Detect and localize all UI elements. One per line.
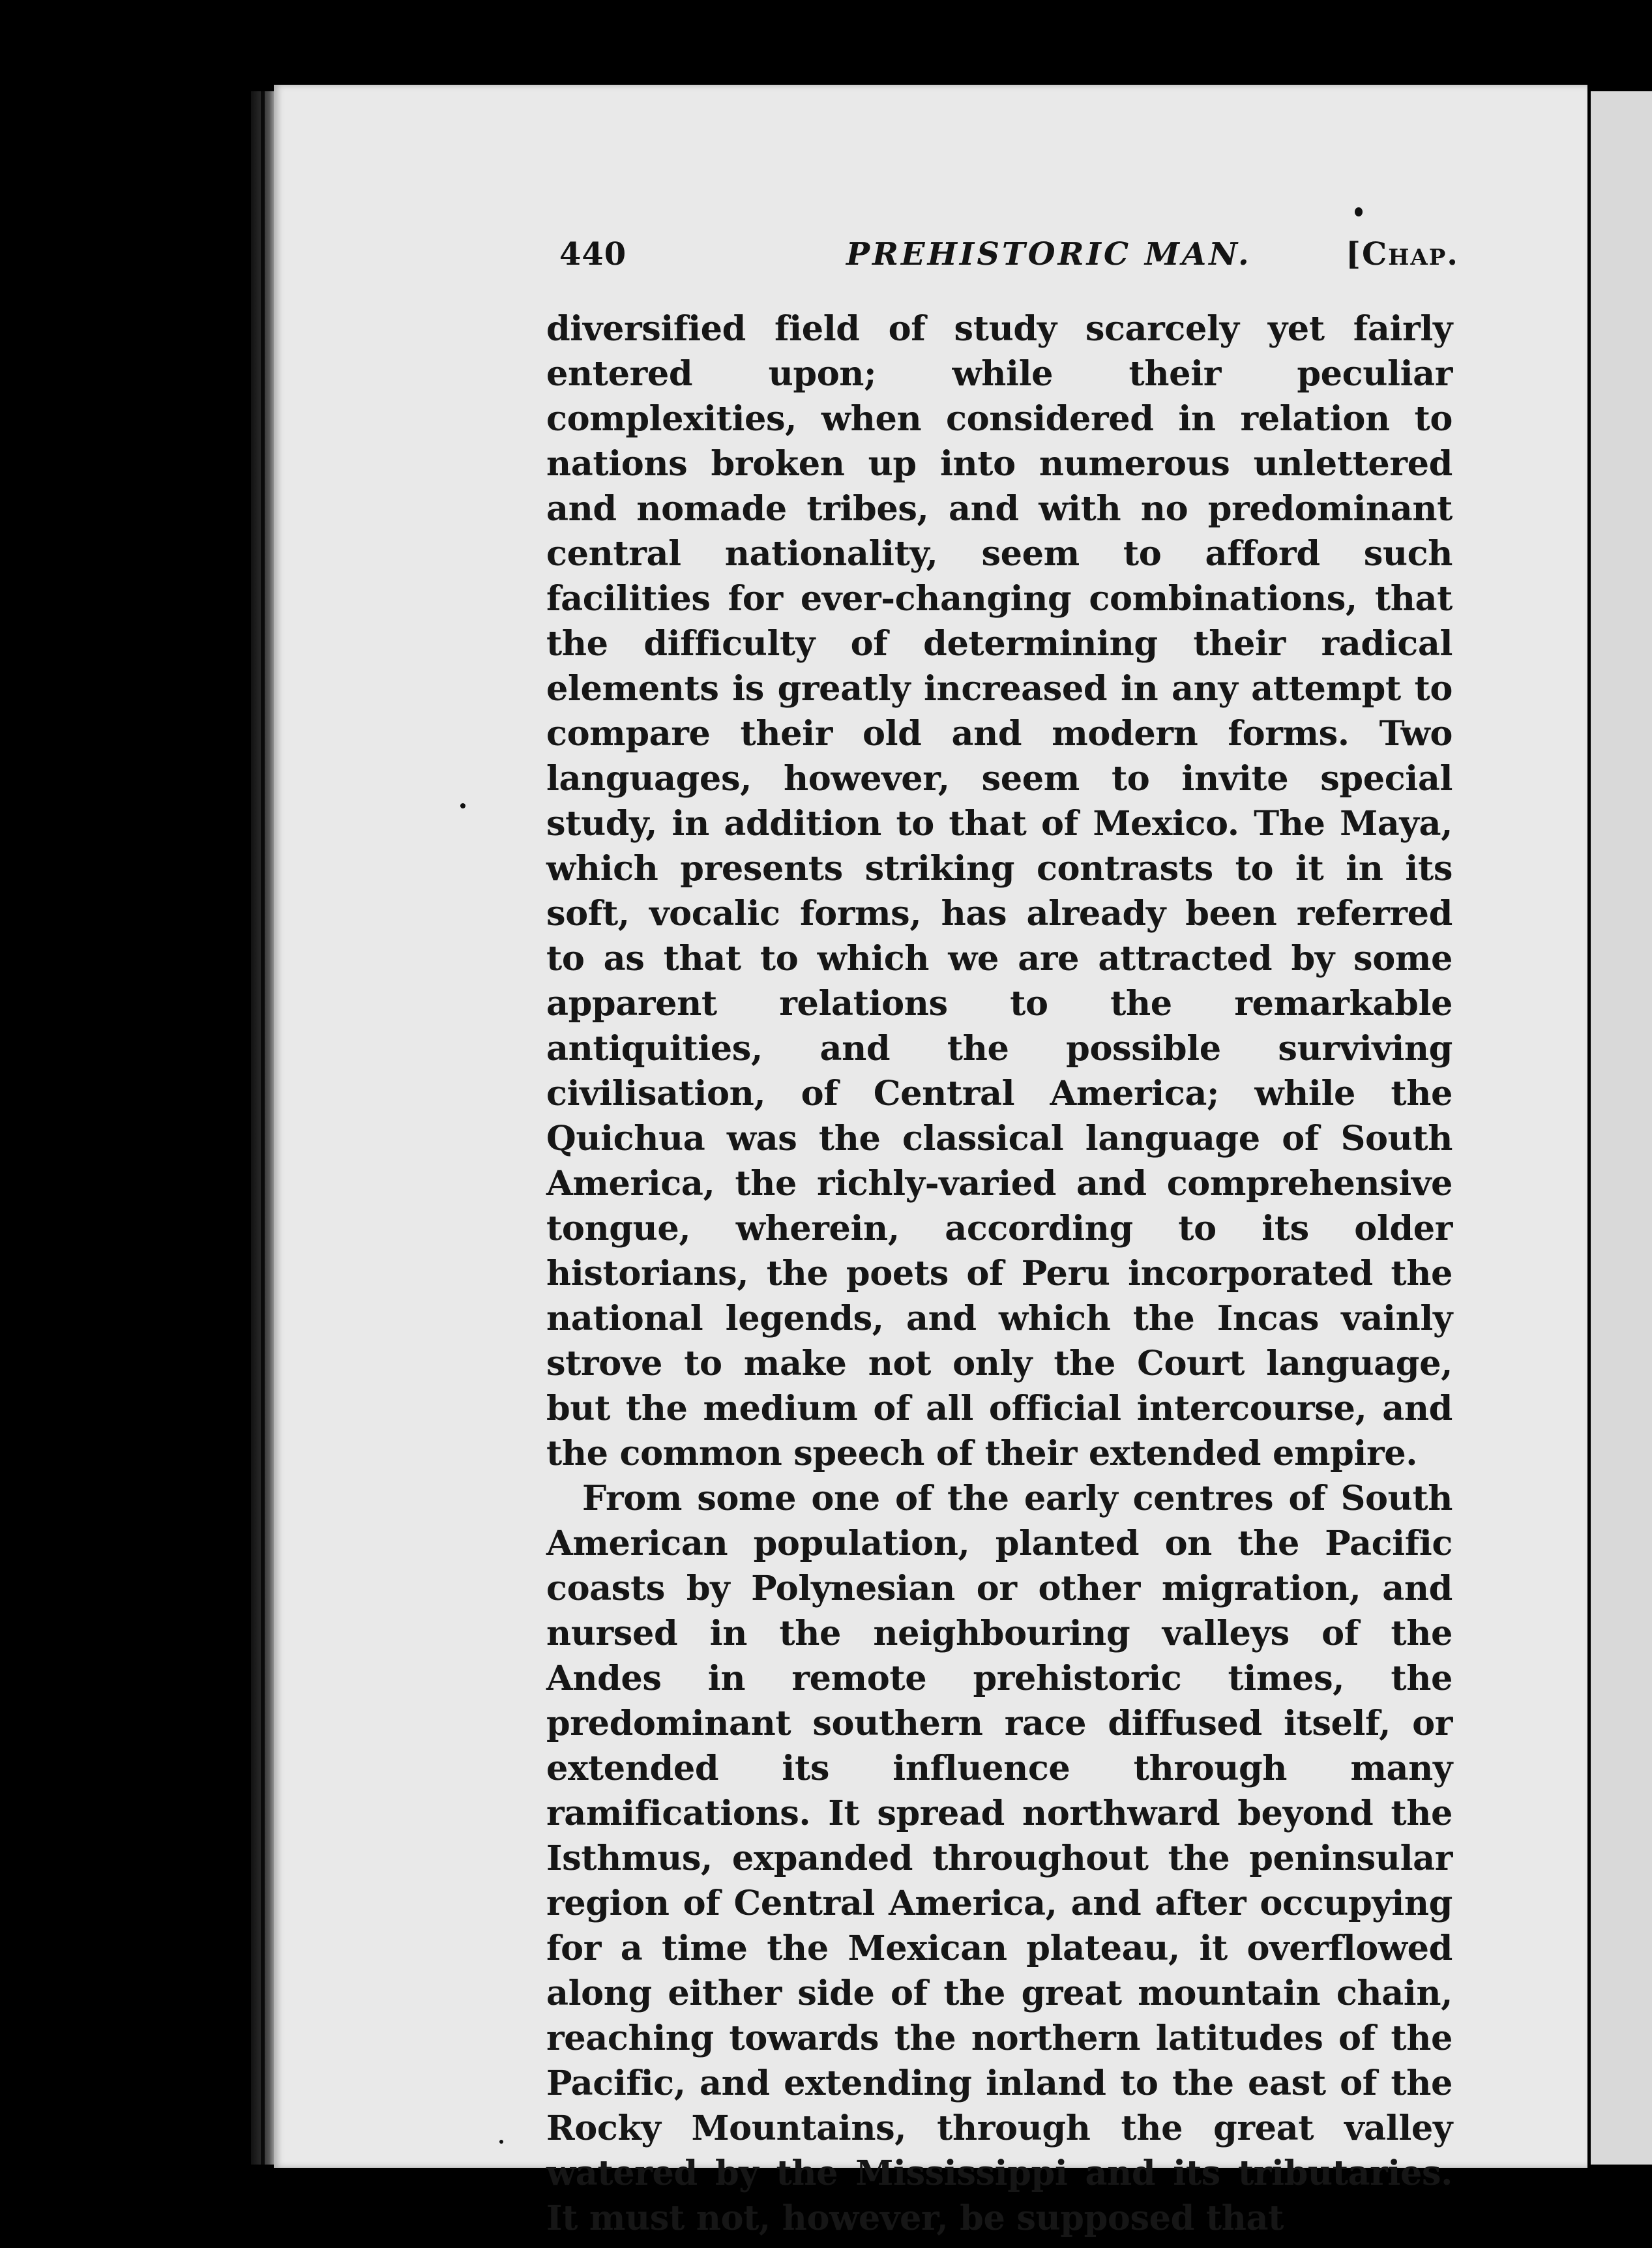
ink-speck [460,803,465,808]
chapter-marker: [Chap. [1346,236,1459,273]
binding-gutter-line [261,91,265,2165]
running-head [559,236,1459,282]
paragraph-continued: diversified field of study scarcely yet fairly entered upon; while their peculiar complexities, when considered in relation to nations broken up into numerous unlettered and nomade tribes, and with no predominant central nationality, seem to afford such facilities for ever-changing combinations, that the difficulty of determining their radical elements is greatly increased in any attempt to compare their old and modern forms. Two languages, however, seem to invite special study, in addition to that of Mexico. The Maya, which presents striking contrasts to it in its soft, vocalic forms, has already been referred to as that to which we are attracted by some apparent relations to the remarkable antiquities, and the possible surviving civilisation, of Central America; while the Quichua was the classical language of South America, the richly-varied and comprehensive tongue, wherein, according to its older historians, the poets of Peru incorporated the national legends, and which the Incas vainly strove to make not only the Court language, but the medium of all official intercourse, and the common speech of their extended empire. [546,309,1453,1473]
ink-speck [1355,207,1363,216]
ink-speck [499,2140,503,2144]
paragraph-new: From some one of the early centres of South American population, planted on the Pacific coasts by Polynesian or other migration, and nursed in the neighbouring valleys of the Andes in remote prehistoric times, the predominant southern race diffused itself, or extended its influence through many ramifications. It spread northward beyond the Isthmus, expanded throughout the peninsular region of Central America, and after occupying for a time the Mexican plateau, it overflowed along either side of the great mountain chain, reaching towards the northern latitudes of the Pacific, and extending inland to the east of the Rocky Mountains, through the great valley watered by the Mississippi and its tributaries. It must not, however, be supposed that [546,1479,1453,2238]
page-number: 440 [559,236,627,273]
running-title: PREHISTORIC MAN. [846,236,1252,273]
adjacent-page-edge [1591,91,1652,2165]
body-text [546,306,1453,2241]
